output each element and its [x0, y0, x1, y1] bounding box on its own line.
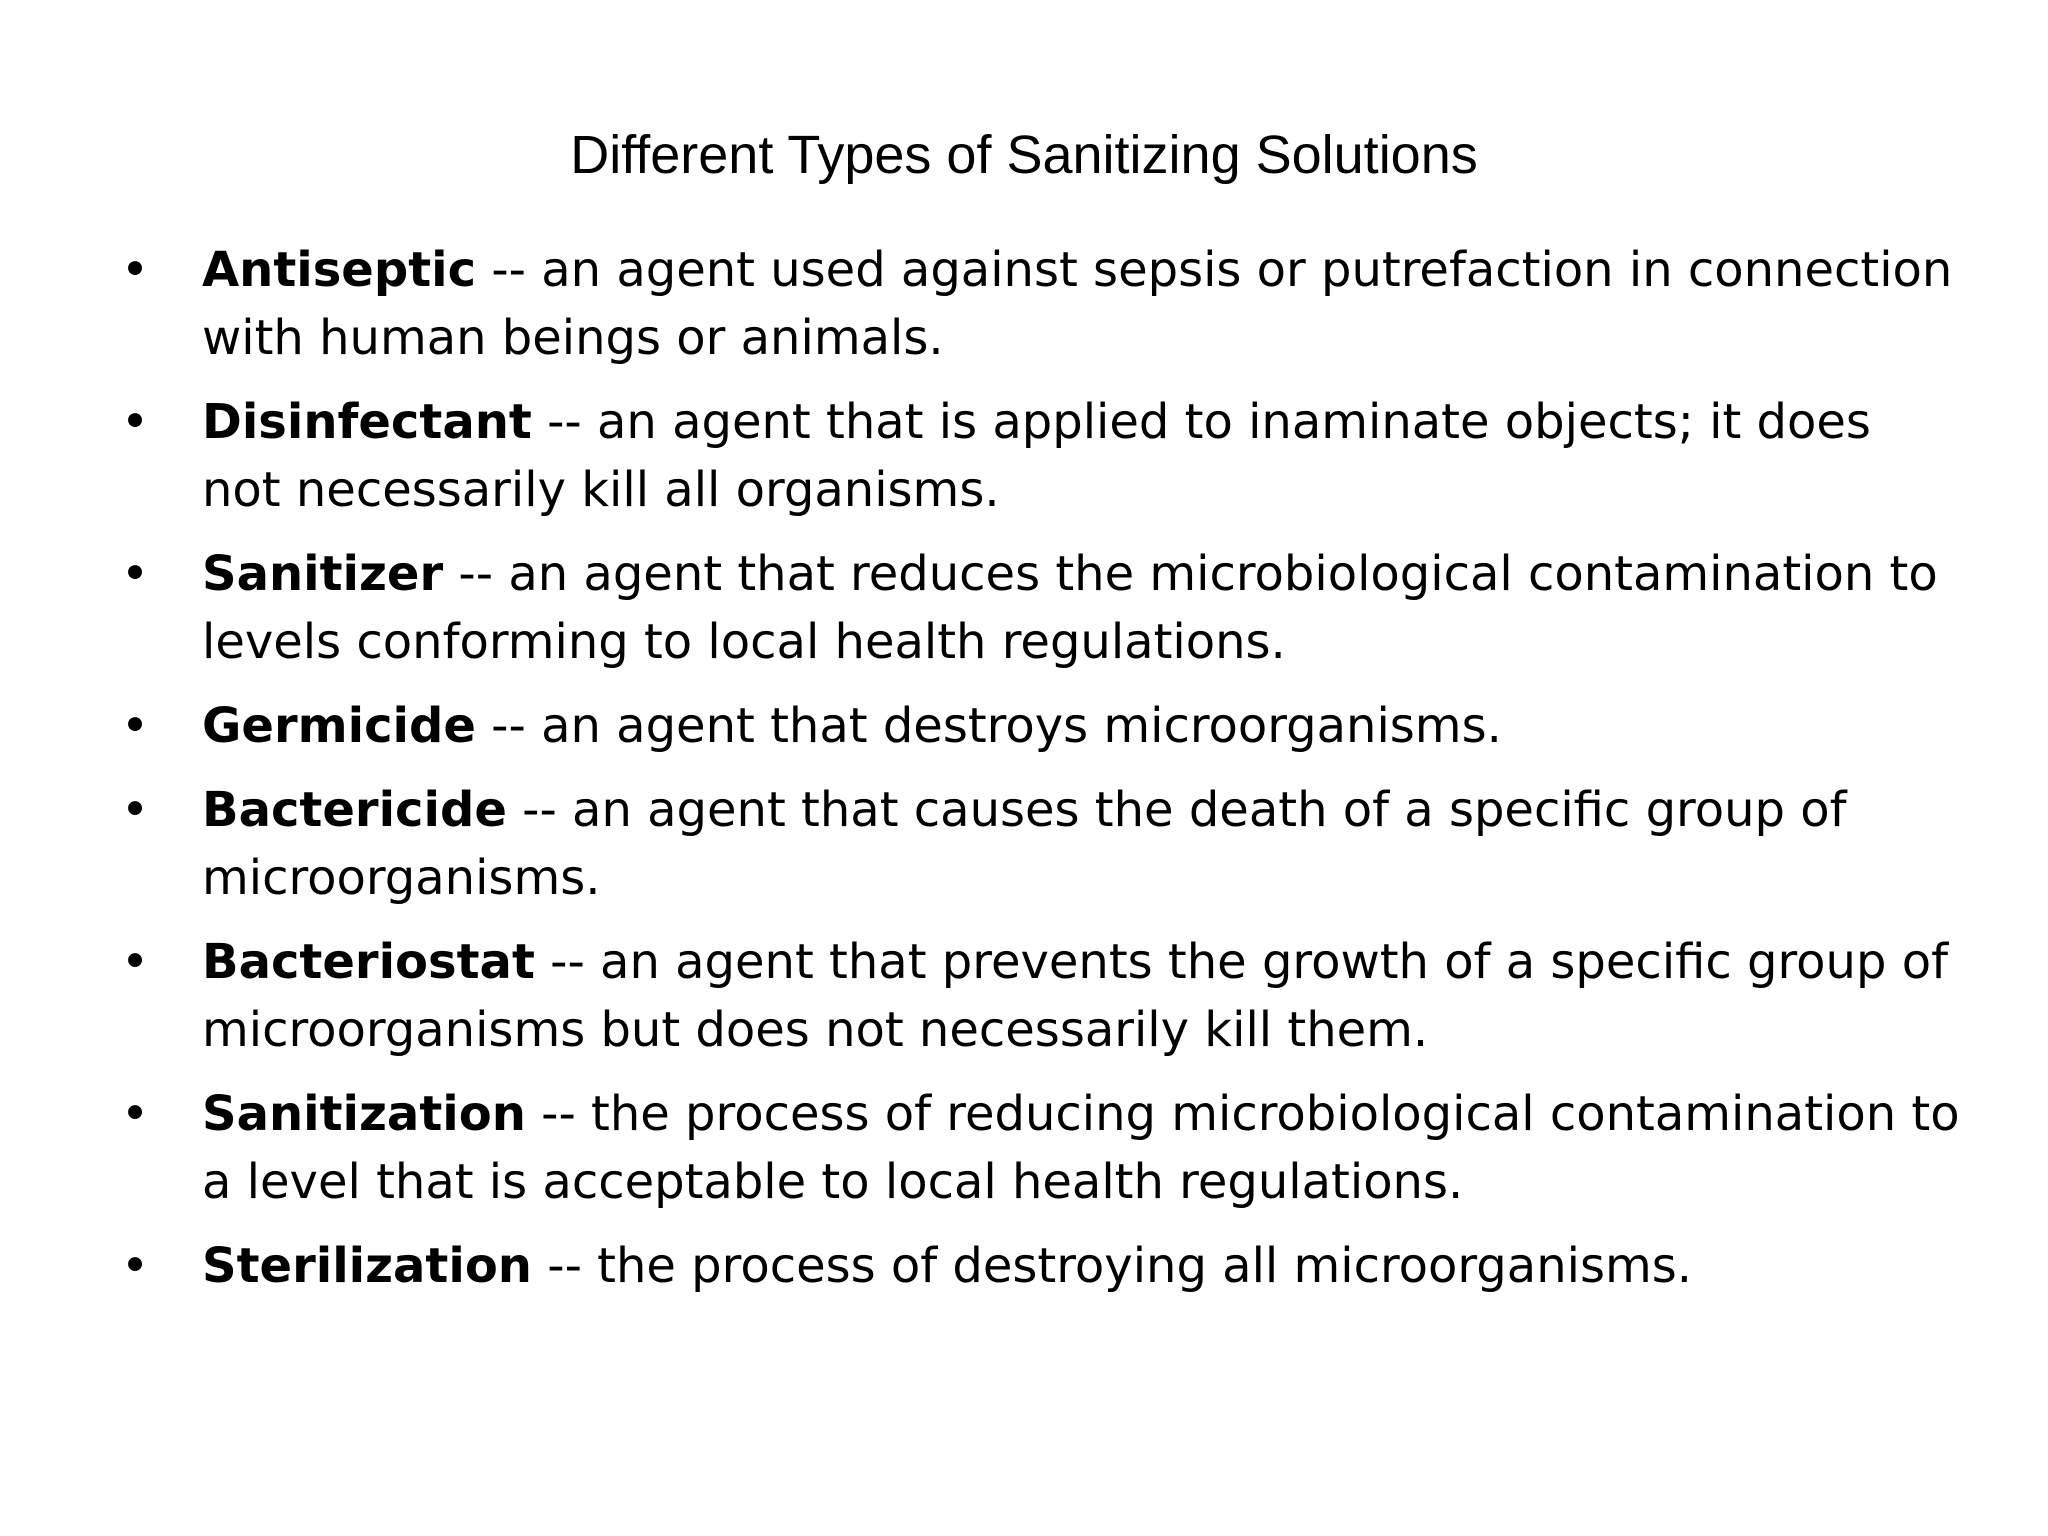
definition-text: -- the process of destroying all microorganisms.	[531, 1238, 1692, 1294]
term-label: Antiseptic	[202, 242, 477, 298]
list-item-antiseptic	[120, 236, 1960, 372]
definition-text: -- the process of reducing microbiological contamination to a level that is acceptable to local health regulations.	[202, 1086, 1960, 1210]
definition-text: -- an agent that reduces the microbiological contamination to levels conforming to local health regulations.	[202, 546, 1938, 670]
term-label: Bactericide	[202, 782, 507, 838]
bullet-icon: •	[120, 242, 150, 298]
list-item-bactericide	[120, 776, 1960, 912]
list-item-sterilization	[120, 1232, 1960, 1300]
term-label: Disinfectant	[202, 394, 532, 450]
term-label: Germicide	[202, 698, 476, 754]
definition-text: -- an agent that destroys microorganisms.	[475, 698, 1502, 754]
definition-list	[120, 236, 1960, 1316]
bullet-icon: •	[120, 698, 150, 754]
list-item-sanitization	[120, 1080, 1960, 1216]
bullet-icon: •	[120, 546, 150, 602]
bullet-icon: •	[120, 934, 150, 990]
bullet-icon: •	[120, 782, 150, 838]
definition-text: -- an agent that prevents the growth of a specific group of microorganisms but does not necessarily kill them.	[202, 934, 1948, 1058]
term-label: Bacteriostat	[202, 934, 535, 990]
list-item-sanitizer	[120, 540, 1960, 676]
definition-text: -- an agent that is applied to inaminate objects; it does not necessarily kill all organisms.	[202, 394, 1871, 518]
term-label: Sanitization	[202, 1086, 526, 1142]
bullet-icon: •	[120, 1086, 150, 1142]
term-label: Sanitizer	[202, 546, 444, 602]
list-item-bacteriostat	[120, 928, 1960, 1064]
list-item-germicide	[120, 692, 1960, 760]
term-label: Sterilization	[202, 1238, 532, 1294]
bullet-icon: •	[120, 1238, 150, 1294]
definition-text: -- an agent that causes the death of a specific group of microorganisms.	[202, 782, 1847, 906]
bullet-icon: •	[120, 394, 150, 450]
list-item-disinfectant	[120, 388, 1960, 524]
definition-text: -- an agent used against sepsis or putrefaction in connection with human beings or animals.	[202, 242, 1953, 366]
slide-title: Different Types of Sanitizing Solutions	[570, 125, 1478, 185]
